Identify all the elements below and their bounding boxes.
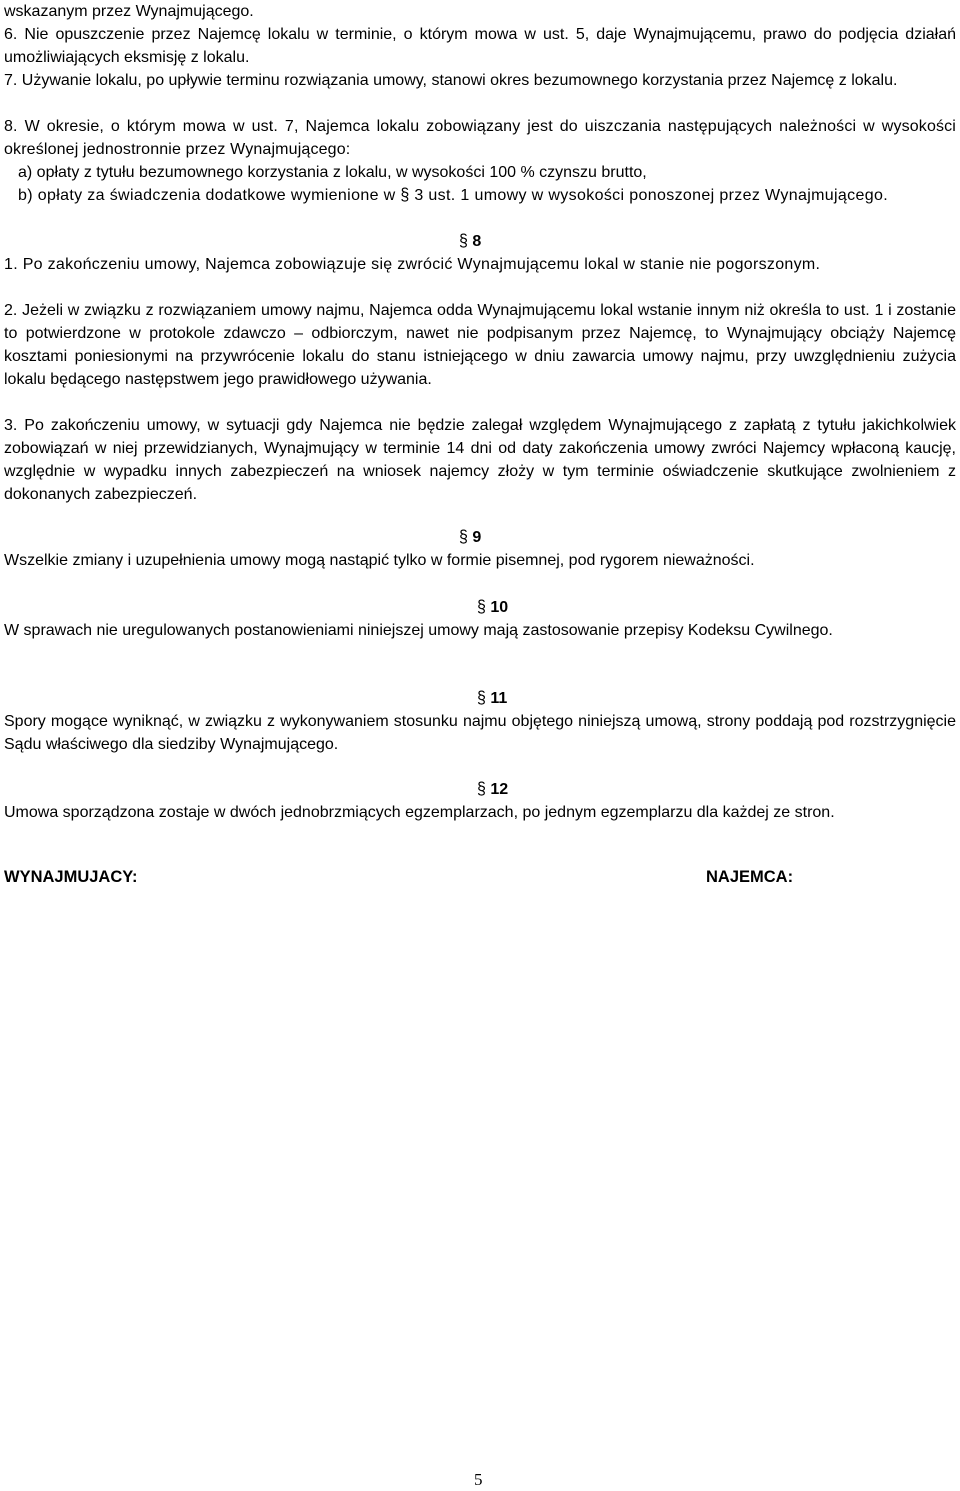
section-sign: § xyxy=(400,186,410,205)
section-8-item-3: 3. Po zakończeniu umowy, w sytuacji gdy Najemca nie będzie zalegał względem Wynajmującego z zapłatą z tytułu jakichkolwiek zobowiązań w niej przewidzianych, Wynajmujący w terminie 14 dni od daty zakończenia umowy zwróci Najemcy wpłaconą kaucję, względnie w wypadku innych zabezpieczeń na wniosek najemcy złoży w tym terminie oświadczenie skutkujące zwolnieniem z dokonanych zabezpieczeń. xyxy=(4,417,956,503)
section-9-text: Wszelkie zmiany i uzupełnienia umowy mogą nastąpić tylko w formie pisemnej, pod rygorem nieważności. xyxy=(4,552,755,569)
section-8-heading: § 8 xyxy=(459,232,482,251)
clause-7-8-b: b) opłaty za świadczenia dodatkowe wymienione w § 3 ust. 1 umowy w wysokości ponoszonej przez Wynajmującego. xyxy=(4,184,956,207)
page-number: 5 xyxy=(474,1470,483,1489)
clause-7-6: 6. Nie opuszczenie przez Najemcę lokalu w terminie, o którym mowa w ust. 5, daje Wynajmującemu, prawo do podjęcia działań umożliwiających eksmisję z lokalu. xyxy=(4,26,956,66)
section-10-heading: § 10 xyxy=(477,598,509,617)
section-10-text: W sprawach nie uregulowanych postanowieniami niniejszej umowy mają zastosowanie przepisy Kodeksu Cywilnego. xyxy=(4,622,833,639)
continuation-line: wskazanym przez Wynajmującego. xyxy=(4,3,254,20)
section-9-heading: § 9 xyxy=(459,528,482,547)
section-11-heading: § 11 xyxy=(477,689,508,708)
signature-landlord: WYNAJMUJACY: xyxy=(4,868,138,886)
section-12-text: Umowa sporządzona zostaje w dwóch jednobrzmiących egzemplarzach, po jednym egzemplarzu dla każdej ze stron. xyxy=(4,804,835,821)
clause-7-8: 8. W okresie, o którym mowa w ust. 7, Najemca lokalu zobowiązany jest do uiszczania następujących należności w wysokości określonej jednostronnie przez Wynajmującego: xyxy=(4,118,956,158)
section-12-heading: § 12 xyxy=(477,780,509,799)
clause-7-8-a: a) opłaty z tytułu bezumownego korzystania z lokalu, w wysokości 100 % czynszu brutto, xyxy=(18,164,647,181)
section-8-item-1: 1. Po zakończeniu umowy, Najemca zobowiązuje się zwrócić Wynajmującemu lokal w stanie nie pogorszonym. xyxy=(4,256,821,273)
signature-tenant: NAJEMCA: xyxy=(706,868,794,886)
clause-7-7: 7. Używanie lokalu, po upływie terminu rozwiązania umowy, stanowi okres bezumownego korzystania przez Najemcę z lokalu. xyxy=(4,72,898,89)
section-11-text: Spory mogące wyniknąć, w związku z wykonywaniem stosunku najmu objętego niniejszą umową, strony poddają pod rozstrzygnięcie Sądu właściwego dla siedziby Wynajmującego. xyxy=(4,713,956,753)
section-8-item-2: 2. Jeżeli w związku z rozwiązaniem umowy najmu, Najemca odda Wynajmującemu lokal wstanie innym niż określa to ust. 1 i zostanie to potwierdzone w protokole zdawczo – odbiorczym, nawet nie podpisanym przez Najemcę, to Wynajmujący obciąży Najemcę kosztami poniesionymi na przywrócenie lokalu do stanu istniejącego w dniu zawarcia umowy najmu, przy uwzględnieniu zużycia lokalu będącego następstwem jego prawidłowego używania. xyxy=(4,302,956,388)
